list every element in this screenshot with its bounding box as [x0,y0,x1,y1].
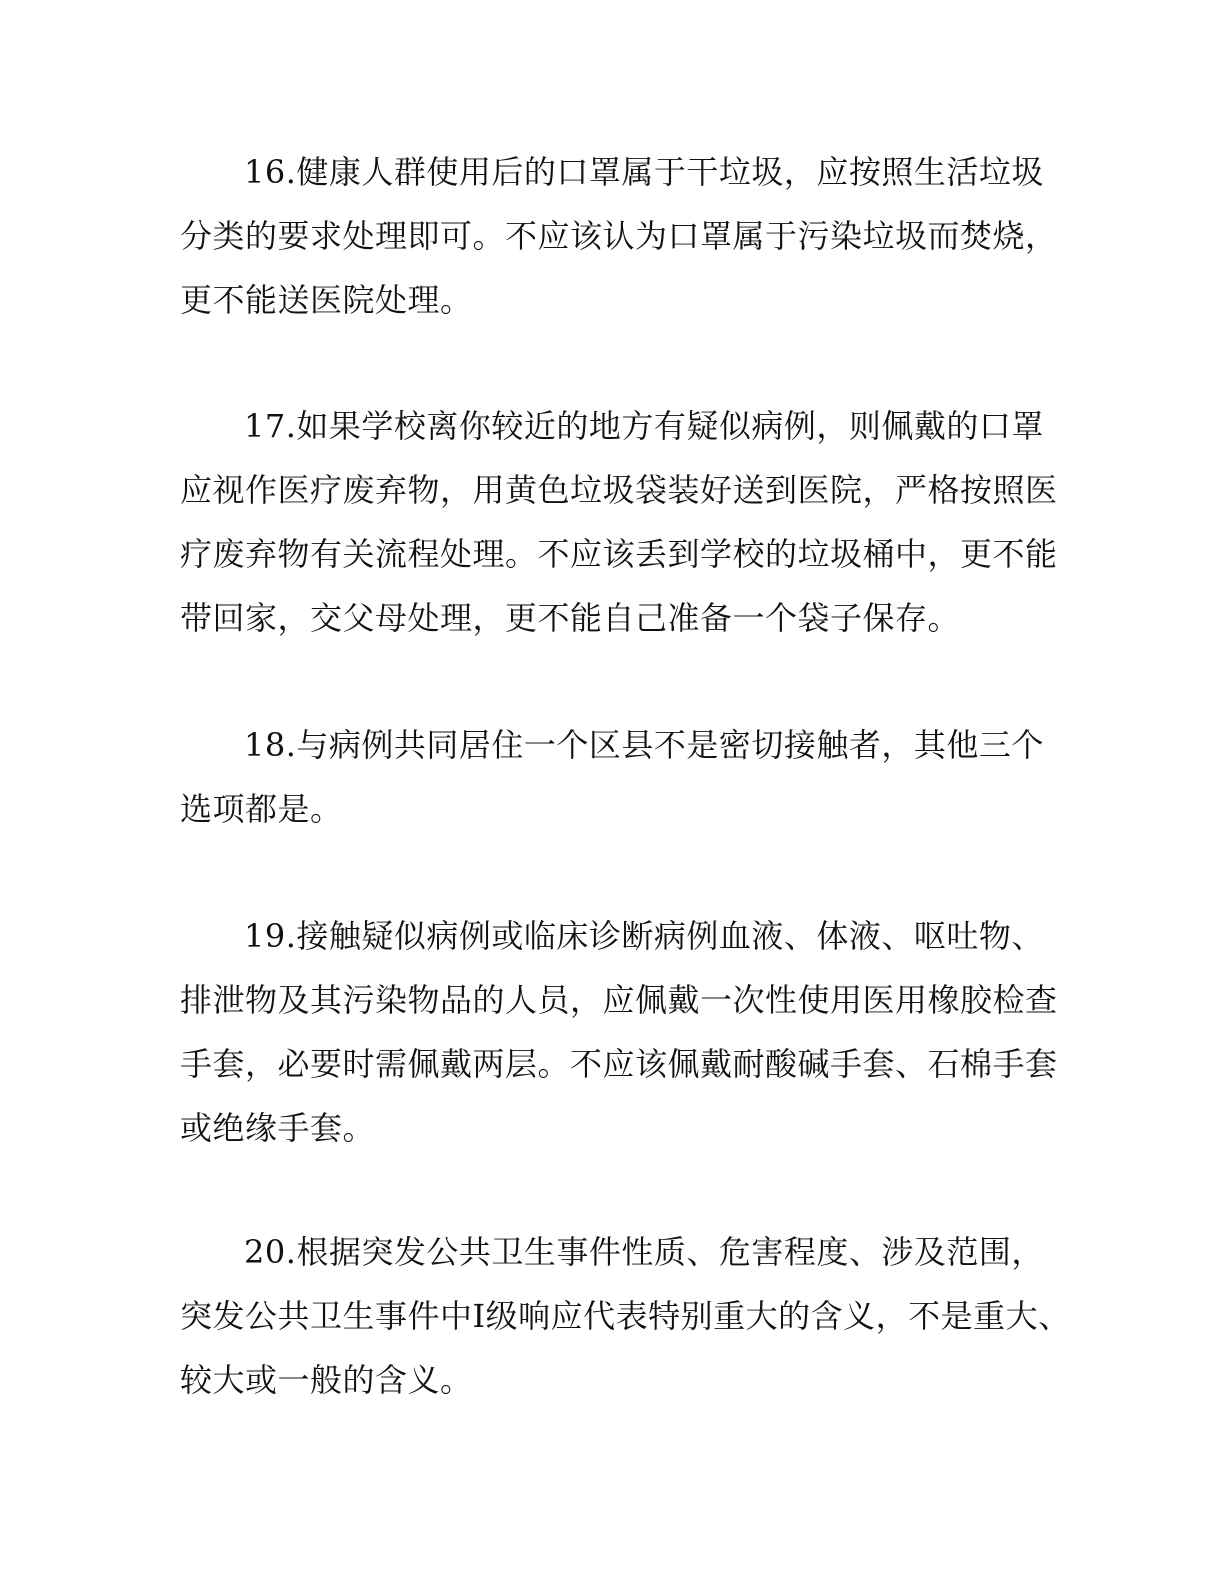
paragraph-line: 选项都是。 [180,790,343,828]
paragraph-line: 带回家，交父母处理，更不能自己准备一个袋子保存。 [180,599,961,637]
paragraph-line: 分类的要求处理即可。不应该认为口罩属于污染垃圾而焚烧， [180,217,1058,255]
paragraph-line: 16.健康人群使用后的口罩属于干垃圾，应按照生活垃圾 [244,153,1044,191]
paragraph-line: 更不能送医院处理。 [180,281,473,319]
paragraph-16 [180,140,1060,332]
paragraph-19 [180,904,1060,1160]
paragraph-17 [180,394,1060,650]
paragraph-line: 较大或一般的含义。 [180,1361,473,1399]
paragraph-line: 应视作医疗废弃物，用黄色垃圾袋装好送到医院，严格按照医 [180,471,1058,509]
paragraph-line: 或绝缘手套。 [180,1109,376,1147]
paragraph-18 [180,713,1060,841]
paragraph-line: 排泄物及其污染物品的人员，应佩戴一次性使用医用橡胶检查 [180,981,1058,1019]
paragraph-20 [180,1220,1071,1412]
paragraph-line: 17.如果学校离你较近的地方有疑似病例，则佩戴的口罩 [244,407,1044,445]
paragraph-line: 18.与病例共同居住一个区县不是密切接触者，其他三个 [244,726,1044,764]
paragraph-line: 突发公共卫生事件中Ⅰ级响应代表特别重大的含义，不是重大、 [180,1297,1071,1335]
paragraph-line: 20.根据突发公共卫生事件性质、危害程度、涉及范围， [244,1233,1044,1271]
paragraph-line: 19.接触疑似病例或临床诊断病例血液、体液、呕吐物、 [244,917,1044,955]
paragraph-line: 疗废弃物有关流程处理。不应该丢到学校的垃圾桶中，更不能 [180,535,1058,573]
paragraph-line: 手套，必要时需佩戴两层。不应该佩戴耐酸碱手套、石棉手套 [180,1045,1058,1083]
